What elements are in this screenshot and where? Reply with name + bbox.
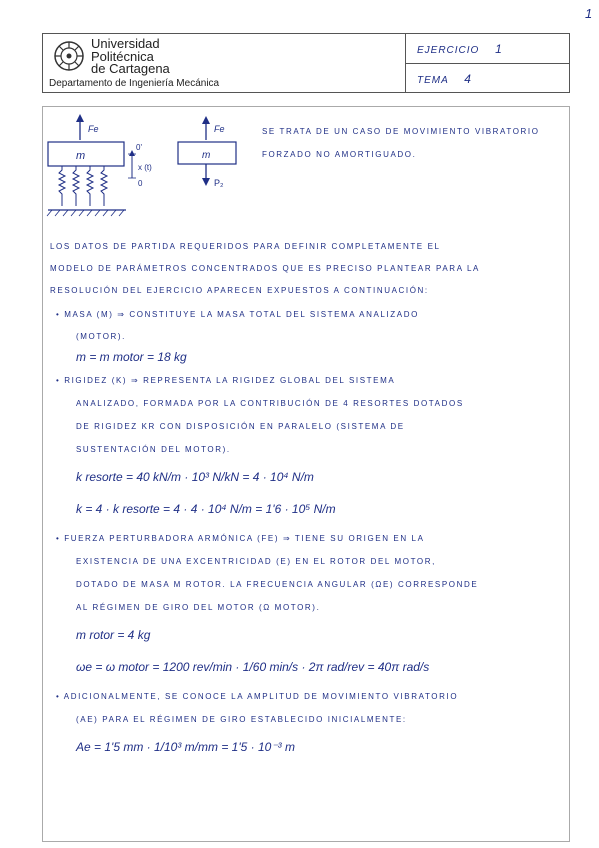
- spring-4: [101, 166, 107, 206]
- university-name: [91, 38, 170, 76]
- weight-label: P₂: [214, 178, 224, 188]
- page-number: 1: [585, 6, 593, 21]
- topic-value: 4: [464, 72, 472, 86]
- exercise-value: 1: [495, 42, 503, 56]
- right-force-arrowhead-icon: [202, 116, 210, 124]
- fuerza-line-4: AL RÉGIMEN DE GIRO DEL MOTOR (Ω MOTOR).: [76, 603, 321, 612]
- left-mass-block: [48, 142, 124, 166]
- header-box: [42, 33, 570, 93]
- university-line-3: de Cartagena: [91, 61, 170, 76]
- coordinate-zero-top: 0': [136, 143, 142, 152]
- data-line-2: MODELO DE PARÁMETROS CONCENTRADOS QUE ES PRECISO PLANTEAR PARA LA: [50, 264, 480, 273]
- rigidez-line-2: ANALIZADO, FORMADA POR LA CONTRIBUCIÓN DE 4 RESORTES DOTADOS: [76, 399, 464, 408]
- amplitud-line-2: (AE) PARA EL RÉGIMEN DE GIRO ESTABLECIDO INICIALMENTE:: [76, 715, 407, 724]
- fuerza-line-3: DOTADO DE MASA M ROTOR. LA FRECUENCIA ANGULAR (ΩE) CORRESPONDE: [76, 580, 479, 589]
- header-divider: [405, 63, 570, 64]
- data-line-1: LOS DATOS DE PARTIDA REQUERIDOS PARA DEFINIR COMPLETAMENTE EL: [50, 242, 441, 251]
- intro-line-1: SE TRATA DE UN CASO DE MOVIMIENTO VIBRATORIO: [262, 127, 540, 136]
- rigidez-line-4: SUSTENTACIÓN DEL MOTOR).: [76, 445, 231, 454]
- data-line-3: RESOLUCIÓN DEL EJERCICIO APARECEN EXPUESTOS A CONTINUACIÓN:: [50, 286, 429, 295]
- amplitud-line-1: • ADICIONALMENTE, SE CONOCE LA AMPLITUD DE MOVIMIENTO VIBRATORIO: [56, 692, 459, 701]
- university-line-2: Politécnica: [91, 48, 154, 64]
- spring-1: [59, 166, 65, 206]
- fuerza-line-2: EXISTENCIA DE UNA EXCENTRICIDAD (E) EN EL ROTOR DEL MOTOR,: [76, 557, 436, 566]
- equation-m-rotor: m rotor = 4 kg: [76, 628, 151, 642]
- free-body-diagram: [40, 110, 260, 225]
- exercise-label: EJERCICIO: [417, 45, 480, 56]
- equation-k-resorte: k resorte = 40 kN/m · 10³ N/kN = 4 · 10⁴ N/m: [76, 470, 314, 484]
- university-logo-icon: [53, 40, 85, 72]
- exercise-field: [417, 42, 503, 56]
- topic-field: [417, 72, 472, 86]
- ground-hatch: [47, 210, 124, 216]
- left-force-label: Fe: [88, 124, 99, 134]
- rigidez-line-3: DE RIGIDEZ KR CON DISPOSICIÓN EN PARALELO (SISTEMA DE: [76, 422, 405, 431]
- right-mass-label: m: [202, 150, 211, 161]
- left-mass-label: m: [76, 150, 86, 162]
- spring-2: [73, 166, 79, 206]
- masa-line-1: • MASA (M) ⇒ CONSTITUYE LA MASA TOTAL DEL SISTEMA ANALIZADO: [56, 310, 419, 319]
- spring-3: [87, 166, 93, 206]
- rigidez-line-1: • RIGIDEZ (K) ⇒ REPRESENTA LA RIGIDEZ GLOBAL DEL SISTEMA: [56, 376, 396, 385]
- left-force-arrowhead-icon: [76, 114, 84, 122]
- coordinate-zero-bottom: 0: [138, 179, 143, 188]
- equation-amplitude: Ae = 1'5 mm · 1/10³ m/mm = 1'5 · 10⁻³ m: [76, 740, 295, 754]
- equation-omega: ωe = ω motor = 1200 rev/min · 1/60 min/s · 2π rad/rev = 40π rad/s: [76, 660, 430, 674]
- equation-mass: m = m motor = 18 kg: [76, 350, 187, 364]
- coordinate-x-label: x (t): [138, 163, 152, 172]
- weight-arrowhead-icon: [202, 178, 210, 186]
- right-force-label: Fe: [214, 124, 225, 134]
- coordinate-arrowhead-icon: [129, 150, 135, 156]
- university-line-1: Universidad: [91, 36, 160, 51]
- intro-line-2: FORZADO NO AMORTIGUADO.: [262, 150, 417, 159]
- department-name: Departamento de Ingeniería Mecánica: [49, 78, 220, 89]
- equation-k-total: k = 4 · k resorte = 4 · 4 · 10⁴ N/m = 1'6 · 10⁵ N/m: [76, 502, 336, 516]
- fuerza-line-1: • FUERZA PERTURBADORA ARMÓNICA (FE) ⇒ TIENE SU ORIGEN EN LA: [56, 534, 425, 543]
- topic-label: TEMA: [417, 75, 449, 86]
- masa-line-2: (MOTOR).: [76, 332, 126, 341]
- header-institution: [43, 34, 406, 92]
